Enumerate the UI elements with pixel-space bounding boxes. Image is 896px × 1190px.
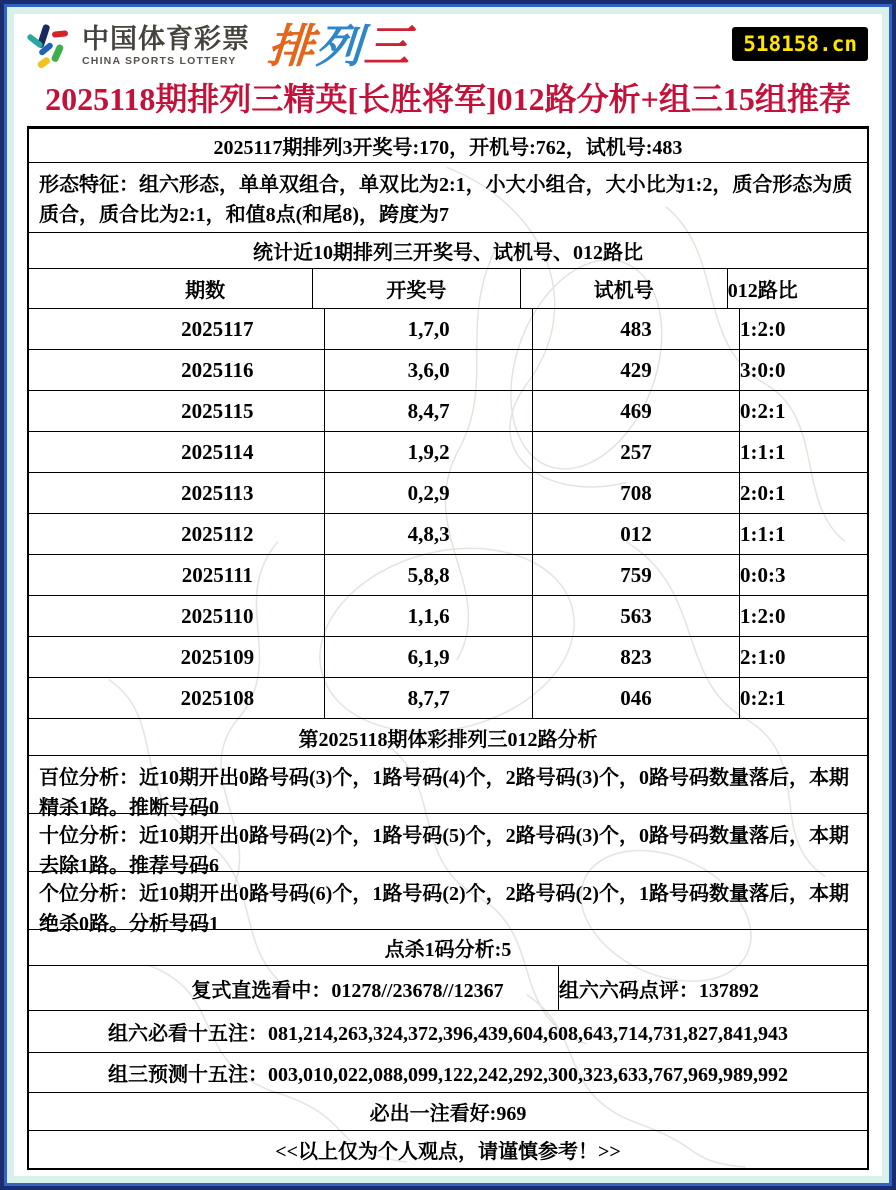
kill-one-row: 点杀1码分析:5	[29, 929, 867, 965]
cell-draw: 8,4,7	[324, 391, 532, 431]
table-row	[29, 308, 867, 349]
cell-ratio: 2:0:1	[739, 473, 786, 513]
cell-ratio: 3:0:0	[739, 350, 786, 390]
last-draw-row: 2025117期排列3开奖号:170，开机号:762，试机号:483	[29, 128, 867, 162]
group3-15-row: 组三预测十五注：003,010,022,088,099,122,242,292,300,323,633,767,969,989,992	[29, 1052, 867, 1092]
cell-ratio: 1:1:1	[739, 514, 786, 554]
cell-draw: 5,8,8	[324, 555, 532, 595]
sure-bet-row: 必出一注看好:969	[29, 1092, 867, 1130]
cell-period: 2025111	[181, 562, 253, 587]
cell-test: 823	[532, 637, 739, 677]
cell-draw: 0,2,9	[324, 473, 532, 513]
tens-analysis-row: 十位分析：近10期开出0路号码(2)个，1路号码(5)个，2路号码(3)个，0路号码数量落后，本期去除1路。推荐号码6	[29, 813, 867, 871]
table-row	[29, 595, 867, 636]
table-row	[29, 636, 867, 677]
header	[14, 14, 882, 70]
cell-test: 759	[532, 555, 739, 595]
cell-draw: 1,9,2	[324, 432, 532, 472]
logo-en-text: CHINA SPORTS LOTTERY	[82, 54, 237, 67]
analysis-title-row: 第2025118期体彩排列三012路分析	[29, 718, 867, 755]
cell-test: 483	[532, 309, 739, 349]
cell-ratio: 0:2:1	[739, 678, 786, 718]
cell-test: 012	[532, 514, 739, 554]
cell-period: 2025108	[180, 685, 255, 710]
table-row	[29, 513, 867, 554]
col-header-test: 试机号	[520, 269, 727, 308]
hundreds-analysis-row: 百位分析：近10期开出0路号码(3)个，1路号码(4)个，2路号码(3)个，0路号码数量落后，本期精杀1路。推断号码0	[29, 755, 867, 813]
pattern-row: 形态特征：组六形态，单单双组合，单双比为2:1，小大小组合，大小比为1:2，质合形态为质质合，质合比为2:1，和值8点(和尾8)，跨度为7	[29, 162, 867, 232]
site-badge: 518158.cn	[732, 27, 868, 61]
cell-period: 2025117	[181, 316, 254, 341]
cell-period: 2025110	[181, 603, 254, 628]
china-sports-lottery-logo-icon	[24, 22, 74, 70]
brand-char-san: 三	[362, 20, 414, 72]
logo-text	[82, 23, 250, 67]
table-row	[29, 431, 867, 472]
brand-char-lie: 列	[314, 20, 366, 72]
table-row	[29, 349, 867, 390]
cell-period: 2025116	[181, 357, 254, 382]
analysis-board	[27, 126, 869, 1170]
table-row	[29, 390, 867, 431]
cell-draw: 1,1,6	[324, 596, 532, 636]
page-title: 2025118期排列三精英[长胜将军]012路分析+组三15组推荐	[45, 81, 851, 117]
col-header-draw: 开奖号	[312, 269, 520, 308]
stats-table-title: 统计近10期排列三开奖号、试机号、012路比	[29, 232, 867, 268]
table-row	[29, 554, 867, 595]
cell-test: 429	[532, 350, 739, 390]
cell-period: 2025112	[181, 521, 254, 546]
brand-char-pai: 排	[266, 20, 318, 72]
brand-pailiesan	[266, 20, 414, 72]
cell-draw: 8,7,7	[324, 678, 532, 718]
duplex-pick-cell: 复式直选看中：01278//23678//12367	[191, 979, 504, 1002]
cell-draw: 6,1,9	[324, 637, 532, 677]
cell-test: 563	[532, 596, 739, 636]
cell-test: 469	[532, 391, 739, 431]
cell-ratio: 0:0:3	[739, 555, 786, 595]
stats-header-row	[29, 268, 867, 308]
cell-period: 2025109	[180, 644, 255, 669]
cell-ratio: 0:2:1	[739, 391, 786, 431]
col-header-ratio: 012路比	[727, 269, 798, 308]
cell-ratio: 1:1:1	[739, 432, 786, 472]
cell-test: 708	[532, 473, 739, 513]
cell-draw: 4,8,3	[324, 514, 532, 554]
cell-draw: 1,7,0	[324, 309, 532, 349]
blue-frame	[4, 4, 892, 1186]
table-row	[29, 677, 867, 718]
units-analysis-row: 个位分析：近10期开出0路号码(6)个，1路号码(2)个，2路号码(2)个，1路号码数量落后，本期绝杀0路。分析号码1	[29, 871, 867, 929]
cell-test: 257	[532, 432, 739, 472]
cell-period: 2025115	[181, 398, 254, 423]
cell-ratio: 1:2:0	[739, 596, 786, 636]
picks-split-row	[29, 965, 867, 1010]
cell-ratio: 1:2:0	[739, 309, 786, 349]
content-area	[7, 7, 889, 1183]
disclaimer-row: <<以上仅为个人观点，请谨慎参考！>>	[29, 1130, 867, 1168]
group6-comment-cell: 组六六码点评：137892	[558, 966, 759, 1010]
group6-15-row: 组六必看十五注：081,214,263,324,372,396,439,604,608,643,714,731,827,841,943	[29, 1010, 867, 1052]
logo-group	[24, 22, 412, 70]
cell-test: 046	[532, 678, 739, 718]
cell-period: 2025114	[181, 439, 254, 464]
cell-period: 2025113	[181, 480, 254, 505]
table-row	[29, 472, 867, 513]
cell-ratio: 2:1:0	[739, 637, 786, 677]
logo-cn-text: 中国体育彩票	[82, 23, 250, 54]
col-header-period: 期数	[185, 280, 226, 302]
cell-draw: 3,6,0	[324, 350, 532, 390]
